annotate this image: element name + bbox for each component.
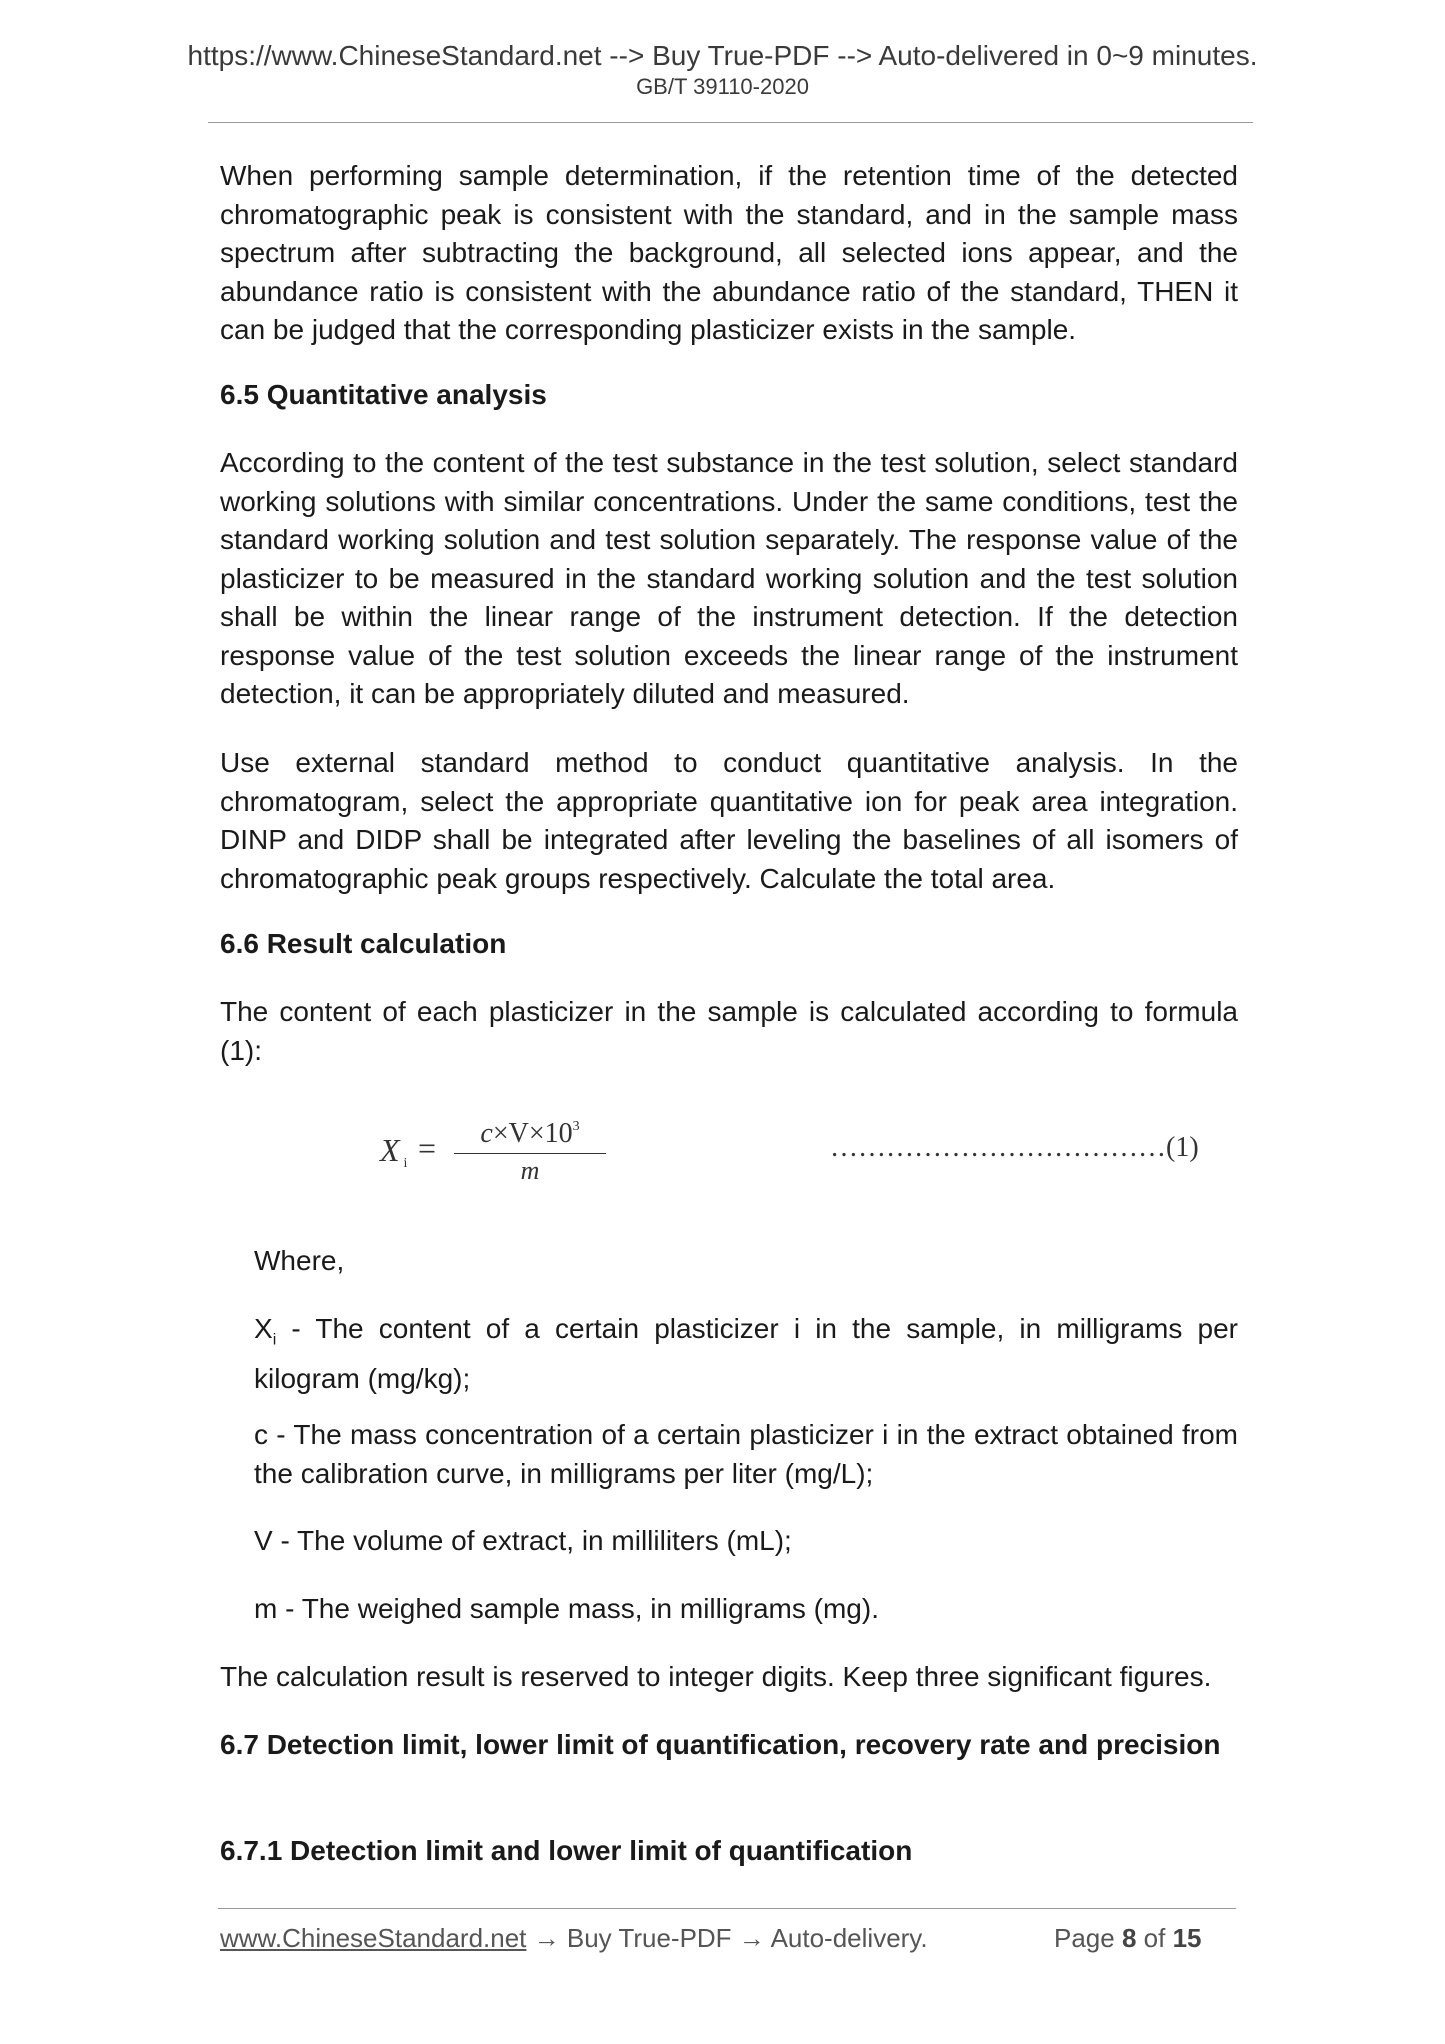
identification-paragraph: When performing sample determination, if the retention time of the detected chromatographic peak is consistent with the standard, and in the sample mass spectrum after subtracting the background, all selected ions appear, and the abundance ratio is consistent with the abundance ratio of the standard, THEN it can be judged that the corresponding plasticizer exists in the sample. <box>220 160 1238 345</box>
footer-divider <box>218 1908 1236 1909</box>
footer-left <box>220 1922 928 1954</box>
total-pages: 15 <box>1172 1923 1202 1953</box>
top-banner: https://www.ChineseStandard.net --> Buy True-PDF --> Auto-delivered in 0~9 minutes. <box>187 40 1258 71</box>
quantitative-paragraph-2: Use external standard method to conduct quantitative analysis. In the chromatogram, select the appropriate quantitative ion for peak area integration. DINP and DIDP shall be integrated after leveling the baselines of all isomers of chromatographic peak groups respectively. Calculate the total area. <box>220 747 1238 894</box>
formula-number: ………………………………(1) <box>830 1132 1199 1163</box>
site-link[interactable]: www.ChineseStandard.net <box>220 1923 527 1953</box>
quantitative-paragraph-1: According to the content of the test substance in the test solution, select standard working solutions with similar concentrations. Under the same conditions, test the standard working solution and test solution separately. The response value of the plasticizer to be measured in the standard working solution and the test solution shall be within the linear range of the instrument detection. If the detection response value of the test solution exceeds the linear range of the instrument detection, it can be appropriately diluted and measured. <box>220 447 1238 709</box>
definition-m: m - The weighed sample mass, in milligrams (mg). <box>254 1593 879 1624</box>
definition-xi: $X_i$ - The content of a certain plasticizer i in the sample, in milligrams per kilogram (mg/kg); <box>254 1313 1238 1395</box>
formula-equals: = <box>418 1130 437 1166</box>
section-heading-6-6: 6.6 Result calculation <box>220 928 507 959</box>
definition-c: c - The mass concentration of a certain plasticizer i in the extract obtained from the calibration curve, in milligrams per liter (mg/L); <box>254 1419 1238 1489</box>
section-heading-6-5: 6.5 Quantitative analysis <box>220 379 547 410</box>
section-heading-6-7: 6.7 Detection limit, lower limit of quantification, recovery rate and precision <box>220 1729 1221 1760</box>
result-calculation-paragraph: The content of each plasticizer in the sample is calculated according to formula (1): <box>220 996 1238 1066</box>
formula-numerator: $c\times V\times 10^3$ <box>480 1118 580 1149</box>
formula-lhs: X $_i$ <box>380 1132 408 1171</box>
standard-code: GB/T 39110-2020 <box>636 74 809 99</box>
section-heading-6-7-1: 6.7.1 Detection limit and lower limit of quantification <box>220 1835 913 1866</box>
formula-denominator: m <box>520 1156 540 1185</box>
where-label: Where, <box>254 1245 345 1276</box>
result-precision-paragraph: The calculation result is reserved to integer digits. Keep three significant figures. <box>220 1661 1212 1692</box>
footer-tagline: → Buy True-PDF → Auto-delivery. <box>526 1923 928 1953</box>
current-page: 8 <box>1121 1923 1137 1953</box>
definition-v: V - The volume of extract, in milliliters (mL); <box>254 1525 792 1556</box>
formula-1 <box>380 1110 1240 1190</box>
formula-fraction <box>450 1110 610 1188</box>
header-divider <box>208 122 1253 123</box>
page-indicator: Page 8 of 15 <box>1054 1923 1202 1953</box>
